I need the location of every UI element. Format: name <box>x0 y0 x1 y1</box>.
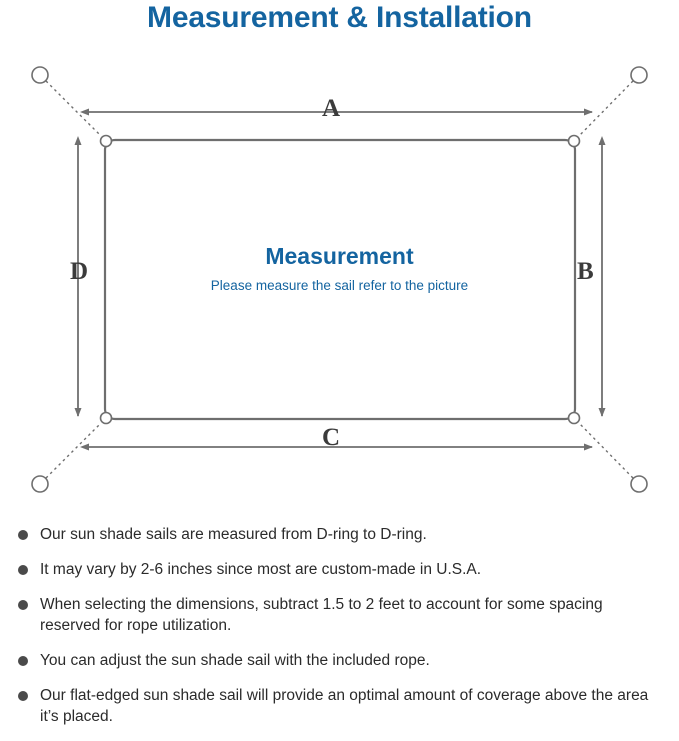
list-item <box>14 559 665 580</box>
note-text: Our sun shade sails are measured from D-ring to D-ring. <box>40 526 427 543</box>
list-item <box>14 685 665 727</box>
bullet-icon <box>18 530 28 540</box>
list-item <box>14 524 665 545</box>
note-text: It may vary by 2-6 inches since most are custom-made in U.S.A. <box>40 561 482 578</box>
anchor-point-bottom-right <box>631 476 647 492</box>
note-text: When selecting the dimensions, subtract 1.5 to 2 feet to account for some spacing reserved for rope utilization. <box>40 596 603 634</box>
note-text: Our flat-edged sun shade sail will provide an optimal amount of coverage above the area it’s placed. <box>40 687 649 725</box>
diagram-center-subtitle: Please measure the sail refer to the picture <box>210 278 469 293</box>
dimension-label-d: D <box>70 258 89 285</box>
rope-top-right <box>579 81 633 136</box>
page-title: Measurement & Installation <box>147 1 532 34</box>
anchor-point-top-right <box>631 67 647 83</box>
bullet-icon <box>18 656 28 666</box>
list-item <box>14 650 665 671</box>
bullet-icon <box>18 600 28 610</box>
d-ring-bottom-right <box>569 413 580 424</box>
anchor-point-bottom-left <box>32 476 48 492</box>
d-ring-bottom-left <box>101 413 112 424</box>
dimension-label-c: C <box>322 424 341 451</box>
dimension-label-a: A <box>322 95 341 122</box>
rope-top-left <box>46 81 101 136</box>
diagram-center-title: Measurement <box>265 243 414 269</box>
d-ring-top-right <box>569 136 580 147</box>
rope-bottom-left <box>46 423 101 478</box>
list-item <box>14 594 665 636</box>
dimension-label-b: B <box>577 258 594 285</box>
notes-list <box>0 524 679 741</box>
bullet-icon <box>18 691 28 701</box>
d-ring-top-left <box>101 136 112 147</box>
measurement-diagram <box>0 44 679 514</box>
note-text: You can adjust the sun shade sail with the included rope. <box>40 652 430 669</box>
bullet-icon <box>18 565 28 575</box>
anchor-point-top-left <box>32 67 48 83</box>
rope-bottom-right <box>579 423 633 478</box>
